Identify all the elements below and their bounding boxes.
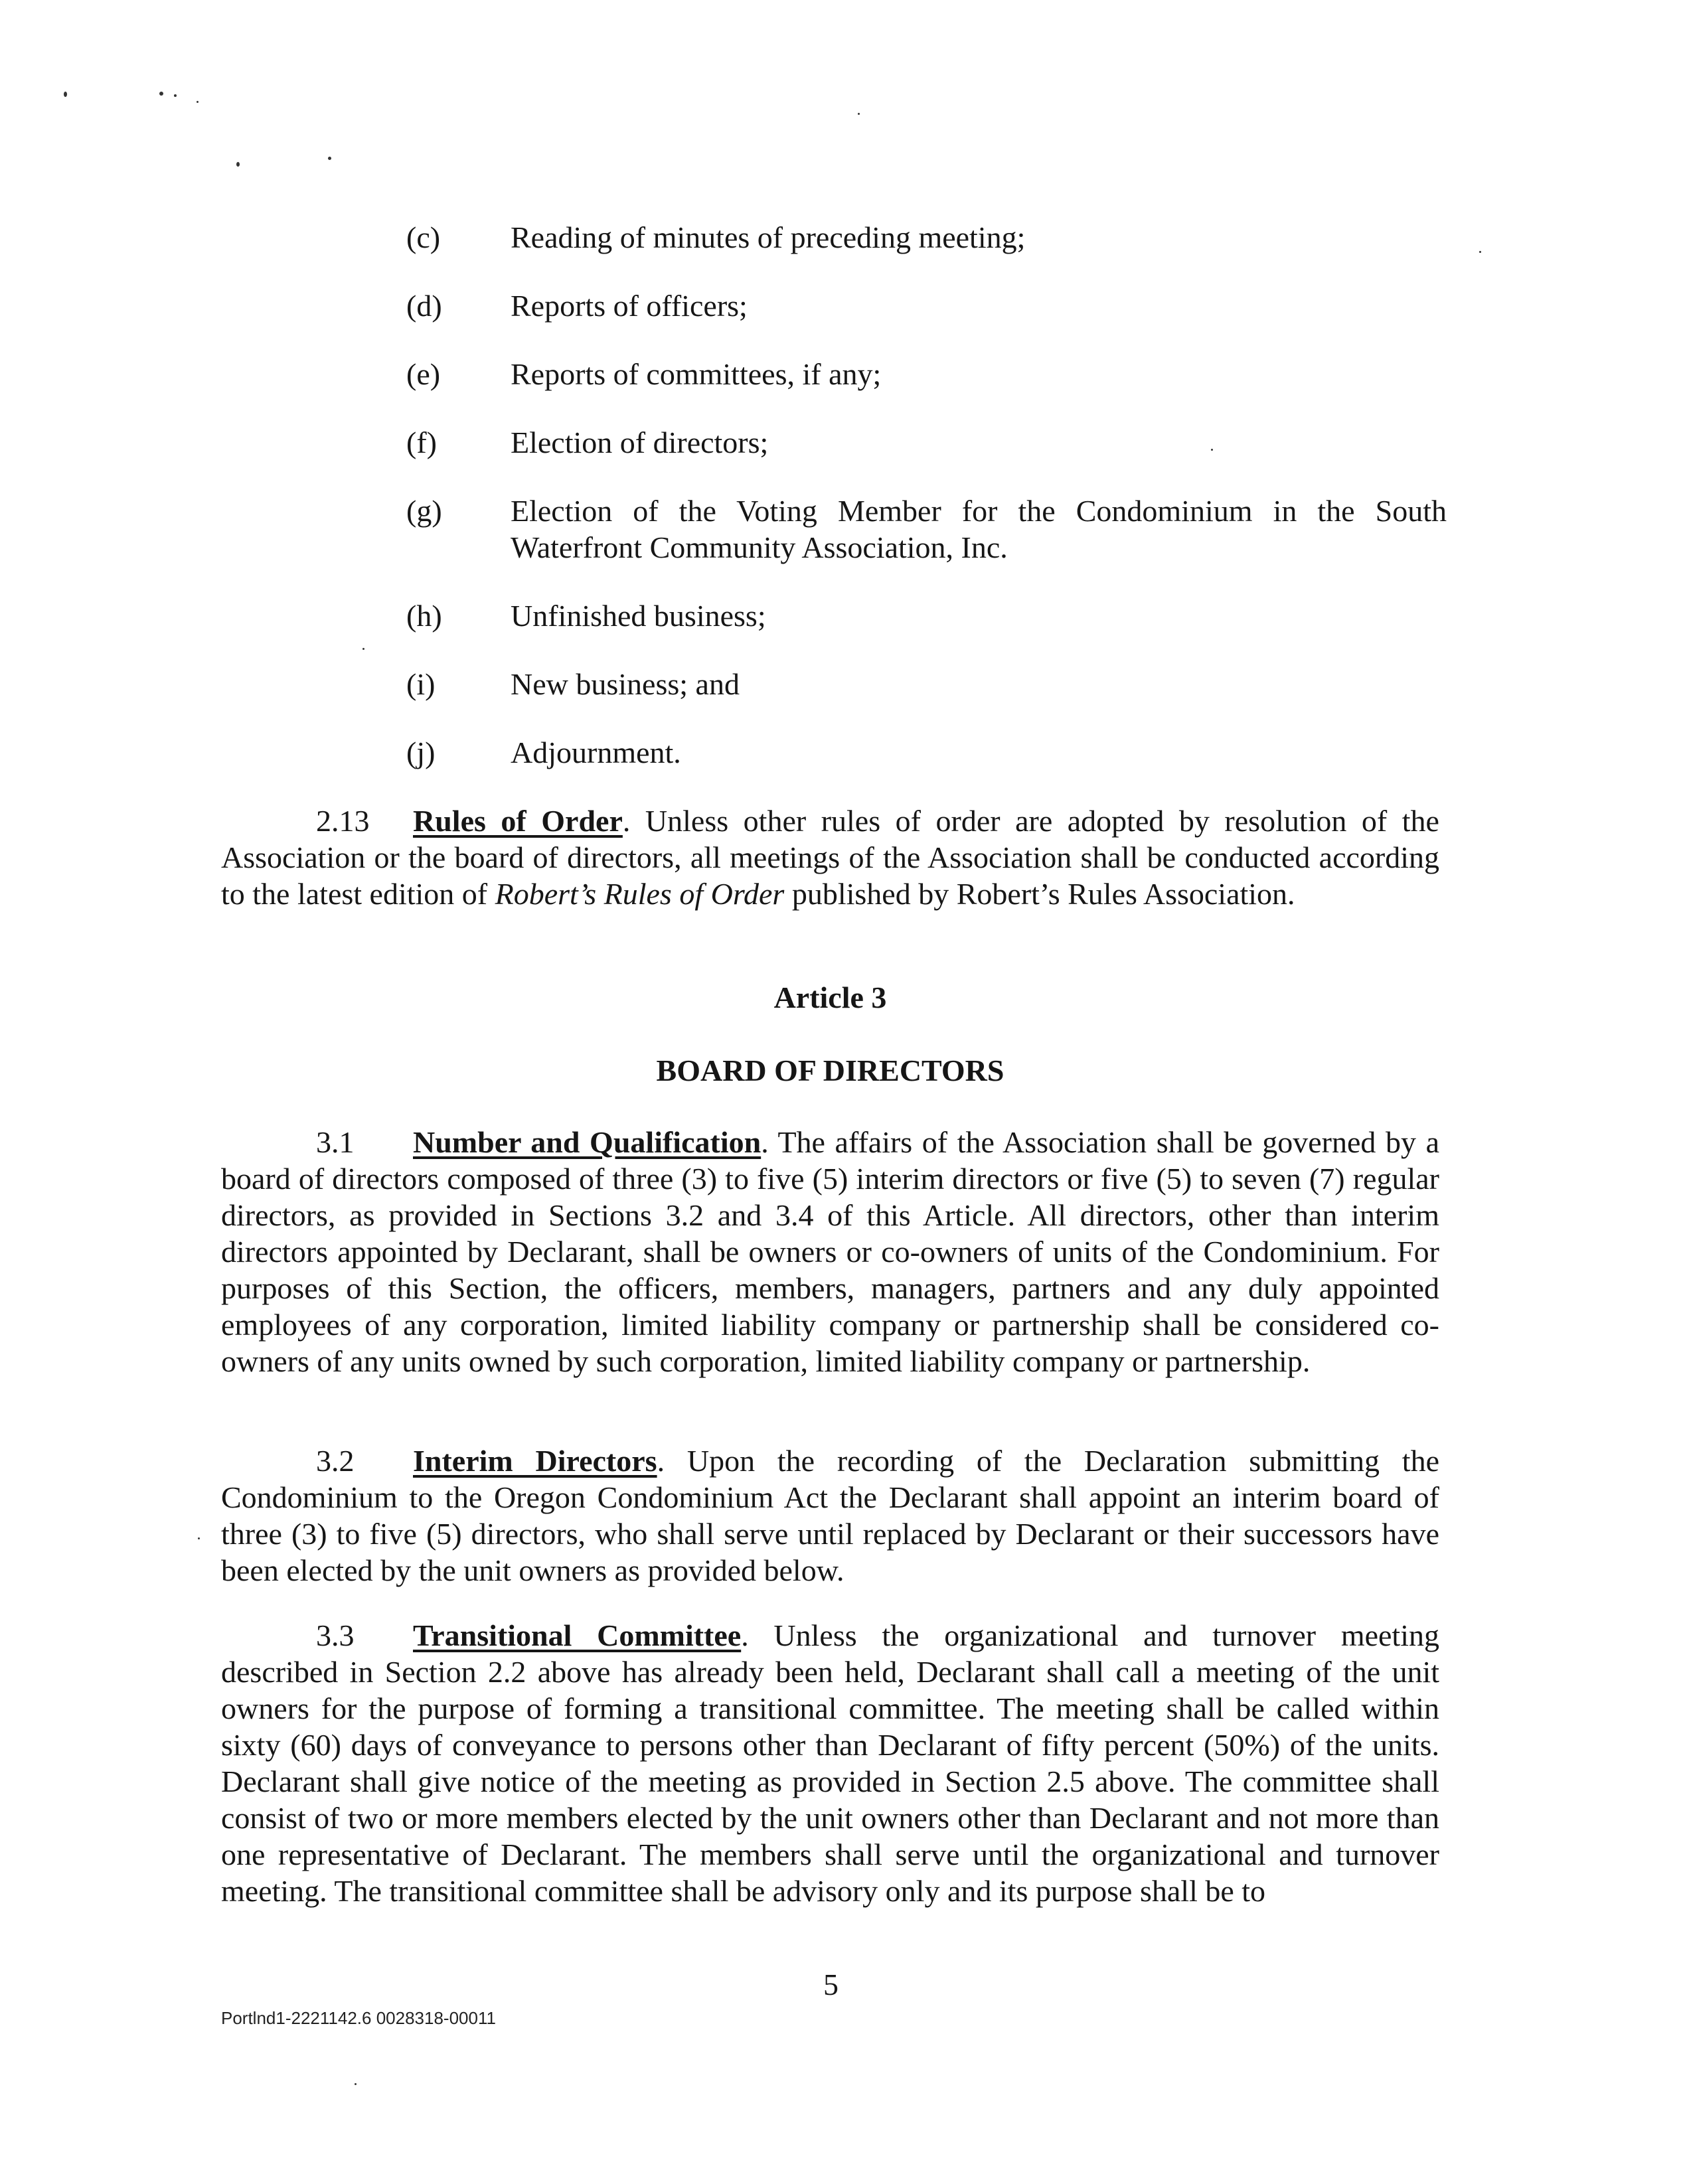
list-item-text: New business; and bbox=[511, 667, 740, 701]
list-item-text: Reports of officers; bbox=[511, 289, 748, 323]
book-title: Robert’s Rules of Order bbox=[495, 877, 785, 911]
scan-speck bbox=[328, 157, 331, 160]
scan-speck bbox=[159, 92, 163, 96]
section-heading: Interim Directors bbox=[413, 1444, 657, 1478]
section-2-13-paragraph bbox=[221, 803, 1439, 912]
article-title: BOARD OF DIRECTORS bbox=[656, 1053, 1004, 1087]
scan-speck bbox=[197, 101, 199, 103]
scan-speck bbox=[1479, 251, 1481, 253]
list-item-label: (d) bbox=[406, 289, 442, 323]
scan-speck bbox=[858, 113, 860, 115]
section-3-3-paragraph bbox=[221, 1617, 1439, 1909]
section-heading: Transitional Committee bbox=[413, 1618, 742, 1652]
list-item-text: Unfinished business; bbox=[511, 599, 766, 633]
section-number: 2.13 bbox=[316, 804, 370, 838]
article-label: Article 3 bbox=[773, 980, 887, 1014]
section-3-2-paragraph bbox=[221, 1443, 1439, 1589]
scan-speck bbox=[236, 162, 240, 167]
section-text: . Upon the recording of the Declaration submitting the Condominium to the Oregon Condominium Act the Declarant shall appoint an interim board of three (3) to five (5) directors, who shall serve until replaced by Declarant or their successors have been elected by the unit owners as provided below. bbox=[221, 1444, 1440, 1587]
scan-speck bbox=[362, 648, 364, 650]
section-text: . Unless the organizational and turnover meeting described in Section 2.2 above has already been held, Declarant shall call a meeting of the unit owners for the purpose of forming a transitional committee. The meeting shall be called within sixty (60) days of conveyance to persons other than Declarant of fifty percent (50%) of the units. Declarant shall give notice of the meeting as provided in Section 2.5 above. The committee shall consist of two or more members elected by the unit owners other than Declarant and not more than one representative of Declarant. The members shall serve until the organizational and turnover meeting. The transitional committee shall be advisory only and its purpose shall be to bbox=[221, 1618, 1439, 1908]
section-number: 3.1 bbox=[316, 1125, 355, 1159]
section-heading: Rules of Order bbox=[413, 804, 623, 838]
list-item-text: Election of the Voting Member for the Condominium in the South Waterfront Community Association, Inc. bbox=[511, 494, 1447, 564]
list-item-text: Reading of minutes of preceding meeting; bbox=[511, 220, 1026, 254]
scan-speck bbox=[355, 2083, 357, 2085]
list-item-text: Election of directors; bbox=[511, 426, 769, 459]
section-heading: Number and Qualification bbox=[413, 1125, 761, 1159]
list-item-text: Adjournment. bbox=[511, 736, 681, 769]
section-text: . The affairs of the Association shall be governed by a board of directors composed of three (3) to five (5) interim directors or five (5) to seven (7) regular directors, as provided in Sections 3.2 and 3.4 of this Article. All directors, other than interim directors appointed by Declarant, shall be owners or co-owners of units of the Condominium. For purposes of this Section, the officers, members, managers, partners and any duly appointed employees of any corporation, limited liability company or partnership shall be considered co-owners of any units owned by such corporation, limited liability company or partnership. bbox=[221, 1125, 1439, 1378]
section-number: 3.3 bbox=[316, 1618, 355, 1652]
list-item-label: (f) bbox=[406, 426, 437, 459]
section-text: published by Robert’s Rules Association. bbox=[784, 877, 1295, 911]
list-item-label: (i) bbox=[406, 667, 436, 701]
list-item-label: (g) bbox=[406, 494, 442, 528]
list-item-label: (h) bbox=[406, 599, 442, 633]
page-number: 5 bbox=[823, 1968, 839, 2001]
document-id-footer: Portlnd1-2221142.6 0028318-00011 bbox=[221, 2008, 496, 2028]
list-item-text: Reports of committees, if any; bbox=[511, 357, 882, 391]
section-text: . Unless other rules of order are adopted by resolution of the Association or the board of directors, all meetings of the Association shall be conducted according to the latest edition of bbox=[221, 804, 1439, 911]
scan-speck bbox=[64, 92, 67, 97]
section-number: 3.2 bbox=[316, 1444, 355, 1478]
section-3-1-paragraph bbox=[221, 1124, 1439, 1379]
list-item-label: (j) bbox=[406, 736, 436, 769]
scan-speck bbox=[174, 94, 177, 97]
list-item-label: (c) bbox=[406, 220, 441, 254]
scan-speck bbox=[198, 1537, 200, 1539]
list-item-label: (e) bbox=[406, 357, 441, 391]
